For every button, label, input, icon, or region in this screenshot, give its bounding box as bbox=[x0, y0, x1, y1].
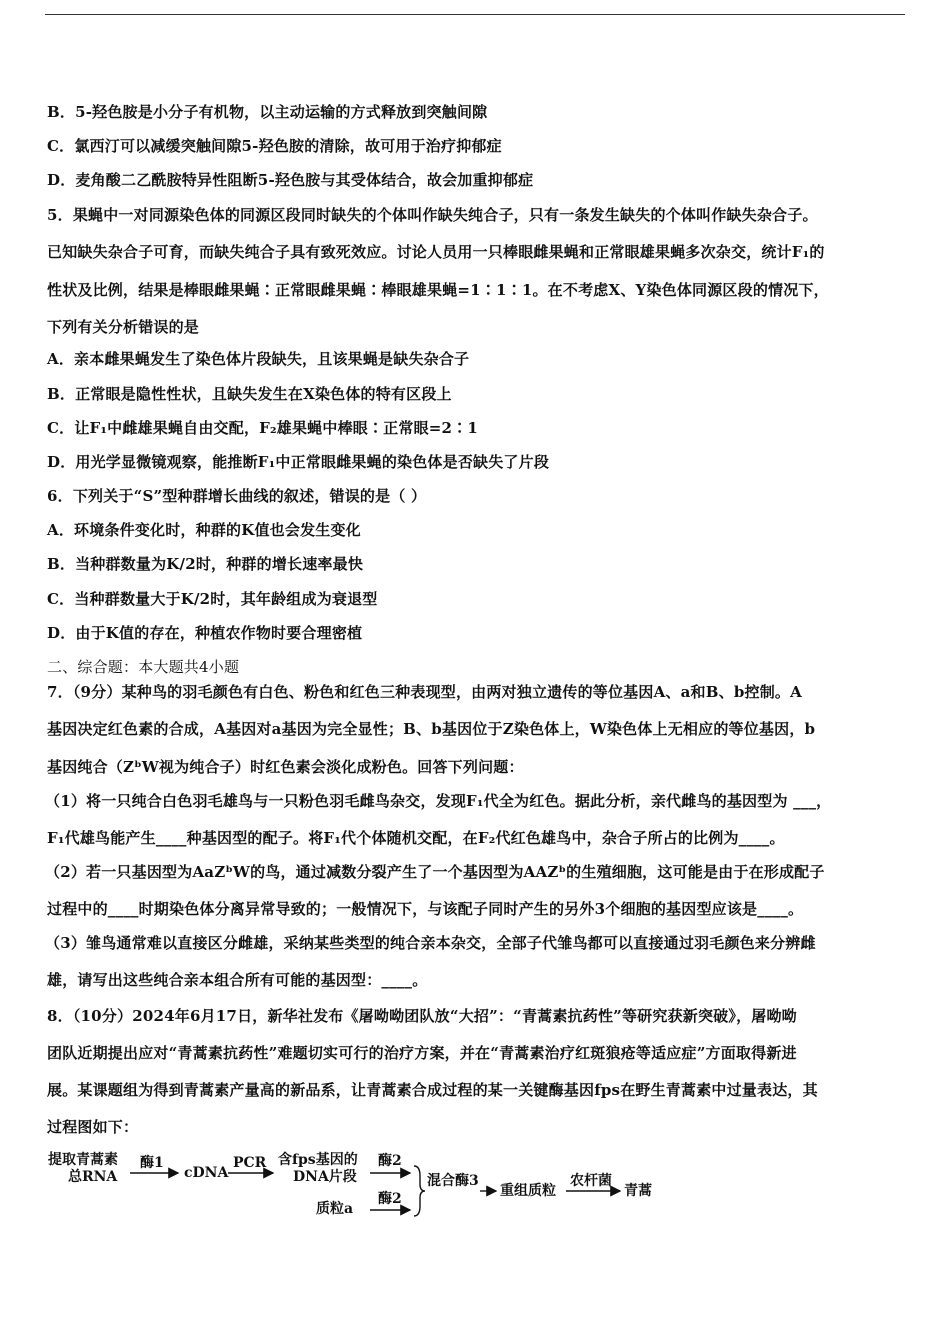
flow-cdna-label: cDNA bbox=[184, 1165, 229, 1181]
header-rule bbox=[45, 14, 905, 15]
flow-enzyme-1-label: 酶1 bbox=[140, 1155, 164, 1171]
question-8-line-2: 团队近期提出应对“青蒿素抗药性”难题切实可行的治疗方案，并在“青蒿素治疗红斑狼疮等适应症”方面取得新进 bbox=[47, 1044, 797, 1062]
option-6b: B．当种群数量为K/2时，种群的增长速率最快 bbox=[47, 555, 364, 573]
option-4b: B．5-羟色胺是小分子有机物，以主动运输的方式释放到突触间隙 bbox=[47, 103, 488, 121]
option-6d: D．由于K值的存在，种植农作物时要合理密植 bbox=[47, 624, 363, 642]
flow-enzyme-2-top-label: 酶2 bbox=[378, 1153, 402, 1169]
question-5-line-4: 下列有关分析错误的是 bbox=[47, 318, 200, 336]
option-5d: D．用光学显微镜观察，能推断F₁中正常眼雌果蝇的染色体是否缺失了片段 bbox=[47, 453, 550, 471]
flow-agrobacterium-label: 农杆菌 bbox=[570, 1173, 612, 1189]
flow-fragment-line-2: DNA片段 bbox=[293, 1169, 357, 1185]
process-flow-diagram bbox=[48, 1148, 688, 1228]
flow-mixed-enzyme-label: 混合酶3 bbox=[427, 1173, 479, 1189]
question-7-part-1-line-2: F₁代雄鸟能产生____种基因型的配子。将F₁代个体随机交配，在F₂代红色雄鸟中，杂合子所占的比例为____。 bbox=[47, 829, 785, 847]
option-5b: B．正常眼是隐性性状，且缺失发生在X染色体的特有区段上 bbox=[47, 385, 452, 403]
flow-plasmid-label: 质粒a bbox=[316, 1201, 354, 1217]
option-6a: A．环境条件变化时，种群的K值也会发生变化 bbox=[47, 521, 361, 539]
flow-result-label: 青蒿 bbox=[624, 1183, 652, 1199]
flow-pcr-label: PCR bbox=[233, 1155, 267, 1171]
flow-enzyme-2-bottom-label: 酶2 bbox=[378, 1191, 402, 1207]
question-8-line-1: 8．（10分）2024年6月17日，新华社发布《屠呦呦团队放“大招”：“青蒿素抗药性”等研究获新突破》，屠呦呦 bbox=[47, 1007, 797, 1025]
question-7-line-1: 7．（9分）某种鸟的羽毛颜色有白色、粉色和红色三种表现型，由两对独立遗传的等位基因A、a和B、b控制。A bbox=[47, 683, 802, 701]
option-4c: C．氯西汀可以减缓突触间隙5-羟色胺的清除，故可用于治疗抑郁症 bbox=[47, 137, 502, 155]
question-5-line-2: 已知缺失杂合子可育，而缺失纯合子具有致死效应。讨论人员用一只棒眼雌果蝇和正常眼雄果蝇多次杂交，统计F₁的 bbox=[47, 243, 825, 261]
option-5c: C．让F₁中雌雄果蝇自由交配，F₂雄果蝇中棒眼∶正常眼=2∶1 bbox=[47, 419, 479, 437]
question-7-part-3-line-2: 雄，请写出这些纯合亲本组合所有可能的基因型：____。 bbox=[47, 971, 428, 989]
question-6: 6．下列关于“S”型种群增长曲线的叙述，错误的是（ ） bbox=[47, 487, 427, 505]
option-5a: A．亲本雌果蝇发生了染色体片段缺失，且该果蝇是缺失杂合子 bbox=[47, 350, 470, 368]
question-7-line-3: 基因纯合（ZᵇW视为纯合子）时红色素会淡化成粉色。回答下列问题： bbox=[47, 758, 524, 776]
question-7-part-2-line-2: 过程中的____时期染色体分离异常导致的；一般情况下，与该配子同时产生的另外3个细胞的基因型应该是____。 bbox=[47, 900, 804, 918]
question-5-line-1: 5．果蝇中一对同源染色体的同源区段同时缺失的个体叫作缺失纯合子，只有一条发生缺失的个体叫作缺失杂合子。 bbox=[47, 206, 818, 224]
flow-total-rna-label: 总RNA bbox=[68, 1169, 118, 1185]
section-2-heading: 二、综合题：本大题共4小题 bbox=[47, 658, 240, 676]
question-5-line-3: 性状及比例，结果是棒眼雌果蝇∶正常眼雌果蝇∶棒眼雄果蝇=1∶1∶1。在不考虑X、Y染色体同源区段的情况下， bbox=[47, 281, 829, 299]
flow-fragment-line-1: 含fps基因的 bbox=[278, 1152, 358, 1168]
flow-recombinant-plasmid-label: 重组质粒 bbox=[500, 1183, 556, 1199]
question-8-line-4: 过程图如下： bbox=[47, 1118, 139, 1136]
option-4d: D．麦角酸二乙酰胺特异性阻断5-羟色胺与其受体结合，故会加重抑郁症 bbox=[47, 171, 534, 189]
flow-extract-rna-label: 提取青蒿素 bbox=[48, 1152, 118, 1168]
question-7-line-2: 基因决定红色素的合成，A基因对a基因为完全显性；B、b基因位于Z染色体上，W染色体上无相应的等位基因，b bbox=[47, 720, 816, 738]
question-7-part-1-line-1: （1）将一只纯合白色羽毛雄鸟与一只粉色羽毛雌鸟杂交，发现F₁代全为红色。据此分析，亲代雌鸟的基因型为 ___， bbox=[45, 792, 832, 810]
question-8-line-3: 展。某课题组为得到青蒿素产量高的新品系，让青蒿素合成过程的某一关键酶基因fps在野生青蒿素中过量表达，其 bbox=[47, 1081, 818, 1099]
question-7-part-3-line-1: （3）雏鸟通常难以直接区分雌雄，采纳某些类型的纯合亲本杂交，全部子代雏鸟都可以直接通过羽毛颜色来分辨雌 bbox=[45, 934, 816, 952]
question-7-part-2-line-1: （2）若一只基因型为AaZᵇW的鸟，通过减数分裂产生了一个基因型为AAZᵇ的生殖细胞，这可能是由于在形成配子 bbox=[45, 863, 825, 881]
option-6c: C．当种群数量大于K/2时，其年龄组成为衰退型 bbox=[47, 590, 378, 608]
